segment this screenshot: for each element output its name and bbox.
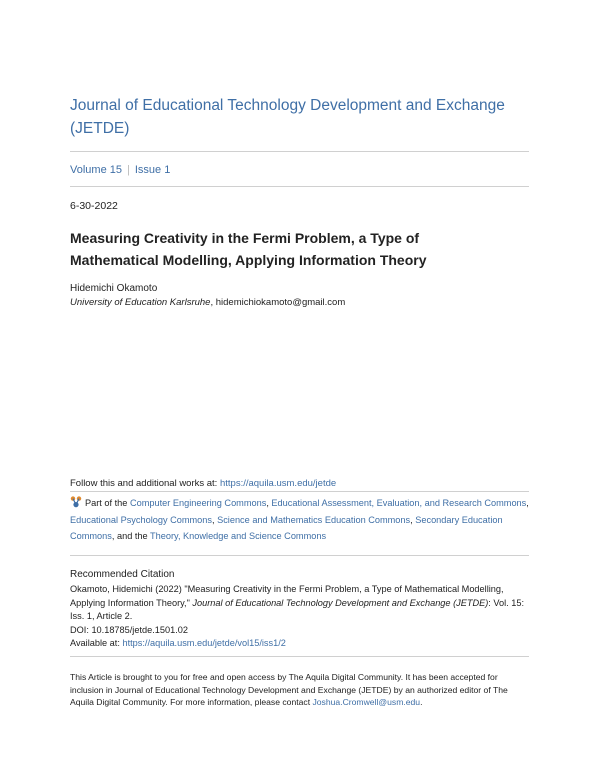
educational-assessment-commons-link[interactable]: Educational Assessment, Evaluation, and Research Commons bbox=[271, 498, 527, 508]
follow-line bbox=[70, 478, 336, 489]
divider bbox=[70, 151, 529, 152]
theory-knowledge-science-commons-link[interactable]: Theory, Knowledge and Science Commons bbox=[150, 531, 327, 541]
computer-engineering-commons-link[interactable]: Computer Engineering Commons bbox=[129, 498, 267, 508]
separator: , bbox=[410, 514, 416, 525]
network-commons-icon bbox=[70, 496, 82, 508]
breadcrumb-separator: | bbox=[126, 164, 130, 176]
open-access-notice bbox=[70, 671, 532, 709]
citation-block bbox=[70, 583, 532, 651]
issue-breadcrumb bbox=[70, 164, 170, 176]
citation-journal: Journal of Educational Technology Development and Exchange (JETDE) bbox=[192, 597, 489, 608]
divider bbox=[70, 656, 529, 657]
separator: , bbox=[526, 498, 529, 508]
author-affiliation bbox=[70, 297, 345, 308]
divider bbox=[70, 555, 529, 556]
divider bbox=[70, 491, 529, 492]
part-of-commons bbox=[70, 495, 532, 545]
available-at-label: Available at: bbox=[70, 638, 123, 648]
author-email: , hidemichiokamoto@gmail.com bbox=[210, 297, 346, 308]
separator: , bbox=[211, 514, 218, 525]
article-title-link[interactable]: Measuring Creativity in the Fermi Problem, a Type of Mathematical Modelling, Applying Information Theory bbox=[70, 230, 427, 268]
follow-text: Follow this and additional works at: bbox=[70, 478, 220, 489]
issue-link[interactable]: Issue 1 bbox=[134, 164, 171, 176]
journal-title-link[interactable]: Journal of Educational Technology Development and Exchange (JETDE) bbox=[70, 97, 505, 137]
separator: , and the bbox=[111, 531, 151, 541]
institution: University of Education Karlsruhe bbox=[70, 297, 211, 308]
citation-text: Okamoto, Hidemichi (2022) "Measuring Creativity in the Fermi Problem, a Type of Mathematical Modelling, Applying Information Theory," bbox=[70, 584, 504, 608]
notice-end: . bbox=[420, 697, 423, 707]
article-url-link[interactable]: https://aquila.usm.edu/jetde/vol15/iss1/2 bbox=[122, 638, 286, 648]
part-of-prefix: Part of the bbox=[85, 498, 130, 508]
author-name-link[interactable]: Hidemichi Okamoto bbox=[70, 283, 158, 294]
notice-text: This Article is brought to you for free and open access by The Aquila Digital Community. It has been accepted for inclusion in Journal of Educational Technology Development and Exchange (JETDE) by an authorized editor of The Aquila Digital Community. For more information, please contact bbox=[70, 672, 508, 707]
educational-psychology-commons-link[interactable]: Educational Psychology Commons bbox=[70, 514, 212, 525]
recommended-citation-heading: Recommended Citation bbox=[70, 569, 175, 580]
collection-link[interactable]: https://aquila.usm.edu/jetde bbox=[219, 478, 337, 489]
divider bbox=[70, 186, 529, 187]
separator: , bbox=[266, 498, 272, 508]
citation-doi: DOI: 10.18785/jetde.1501.02 bbox=[70, 624, 188, 635]
citation-volume: : Vol. 15: Iss. 1, Article 2. bbox=[70, 597, 525, 621]
contact-email-link[interactable]: Joshua.Cromwell@usm.edu bbox=[312, 697, 421, 707]
volume-link[interactable]: Volume 15 bbox=[70, 164, 122, 176]
science-math-education-commons-link[interactable]: Science and Mathematics Education Commons bbox=[217, 514, 411, 525]
publication-date: 6-30-2022 bbox=[70, 200, 118, 212]
secondary-education-commons-link[interactable]: Secondary Education Commons bbox=[70, 514, 503, 541]
